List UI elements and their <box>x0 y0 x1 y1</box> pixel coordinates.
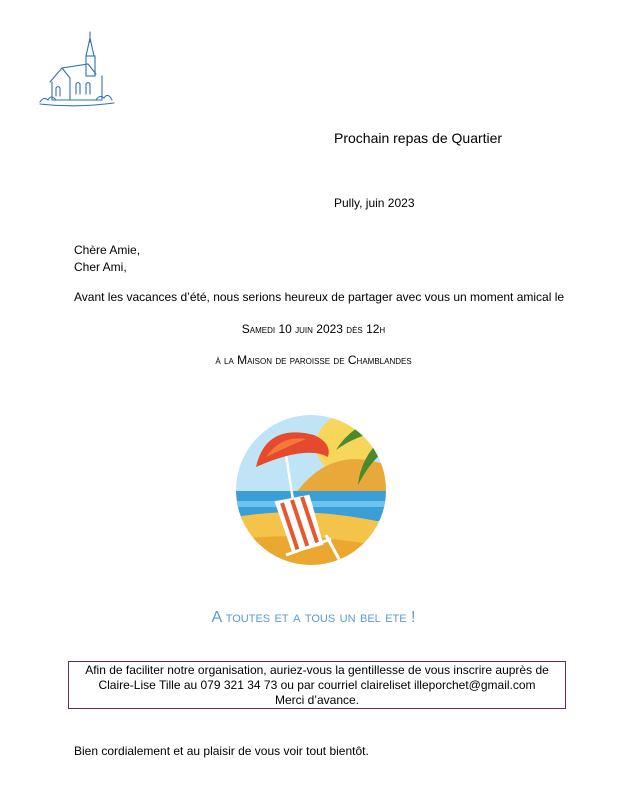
signup-line-1: Afin de faciliter notre organisation, auriez-vous la gentillesse de vous inscrire auprès de <box>85 663 549 677</box>
place-date: Pully, juin 2023 <box>334 196 415 210</box>
letter-title: Prochain repas de Quartier <box>334 130 503 146</box>
intro-paragraph: Avant les vacances d’été, nous serions heureux de partager avec vous un moment amical le <box>74 290 565 304</box>
greeting-female: Chère Amie, <box>74 243 141 257</box>
greeting-male: Cher Ami, <box>74 260 127 274</box>
event-date: Samedi 10 juin 2023 dès 12h <box>241 322 386 336</box>
church-logo-icon <box>36 30 116 110</box>
event-place: à la Maison de paroisse de Chamblandes <box>215 353 412 367</box>
closing-line: Bien cordialement et au plaisir de vous voir tout bientôt. <box>74 744 369 758</box>
summer-wish: A toutes et a tous un bel ete ! <box>211 609 416 626</box>
signup-line-3: Merci d’avance. <box>274 693 360 707</box>
signup-line-2: Claire-Lise Tille au 079 321 34 73 ou par courriel claireliset illeporchet@gmail.com <box>98 678 536 692</box>
signup-notice-box <box>68 661 566 709</box>
beach-illustration-icon <box>236 405 386 575</box>
